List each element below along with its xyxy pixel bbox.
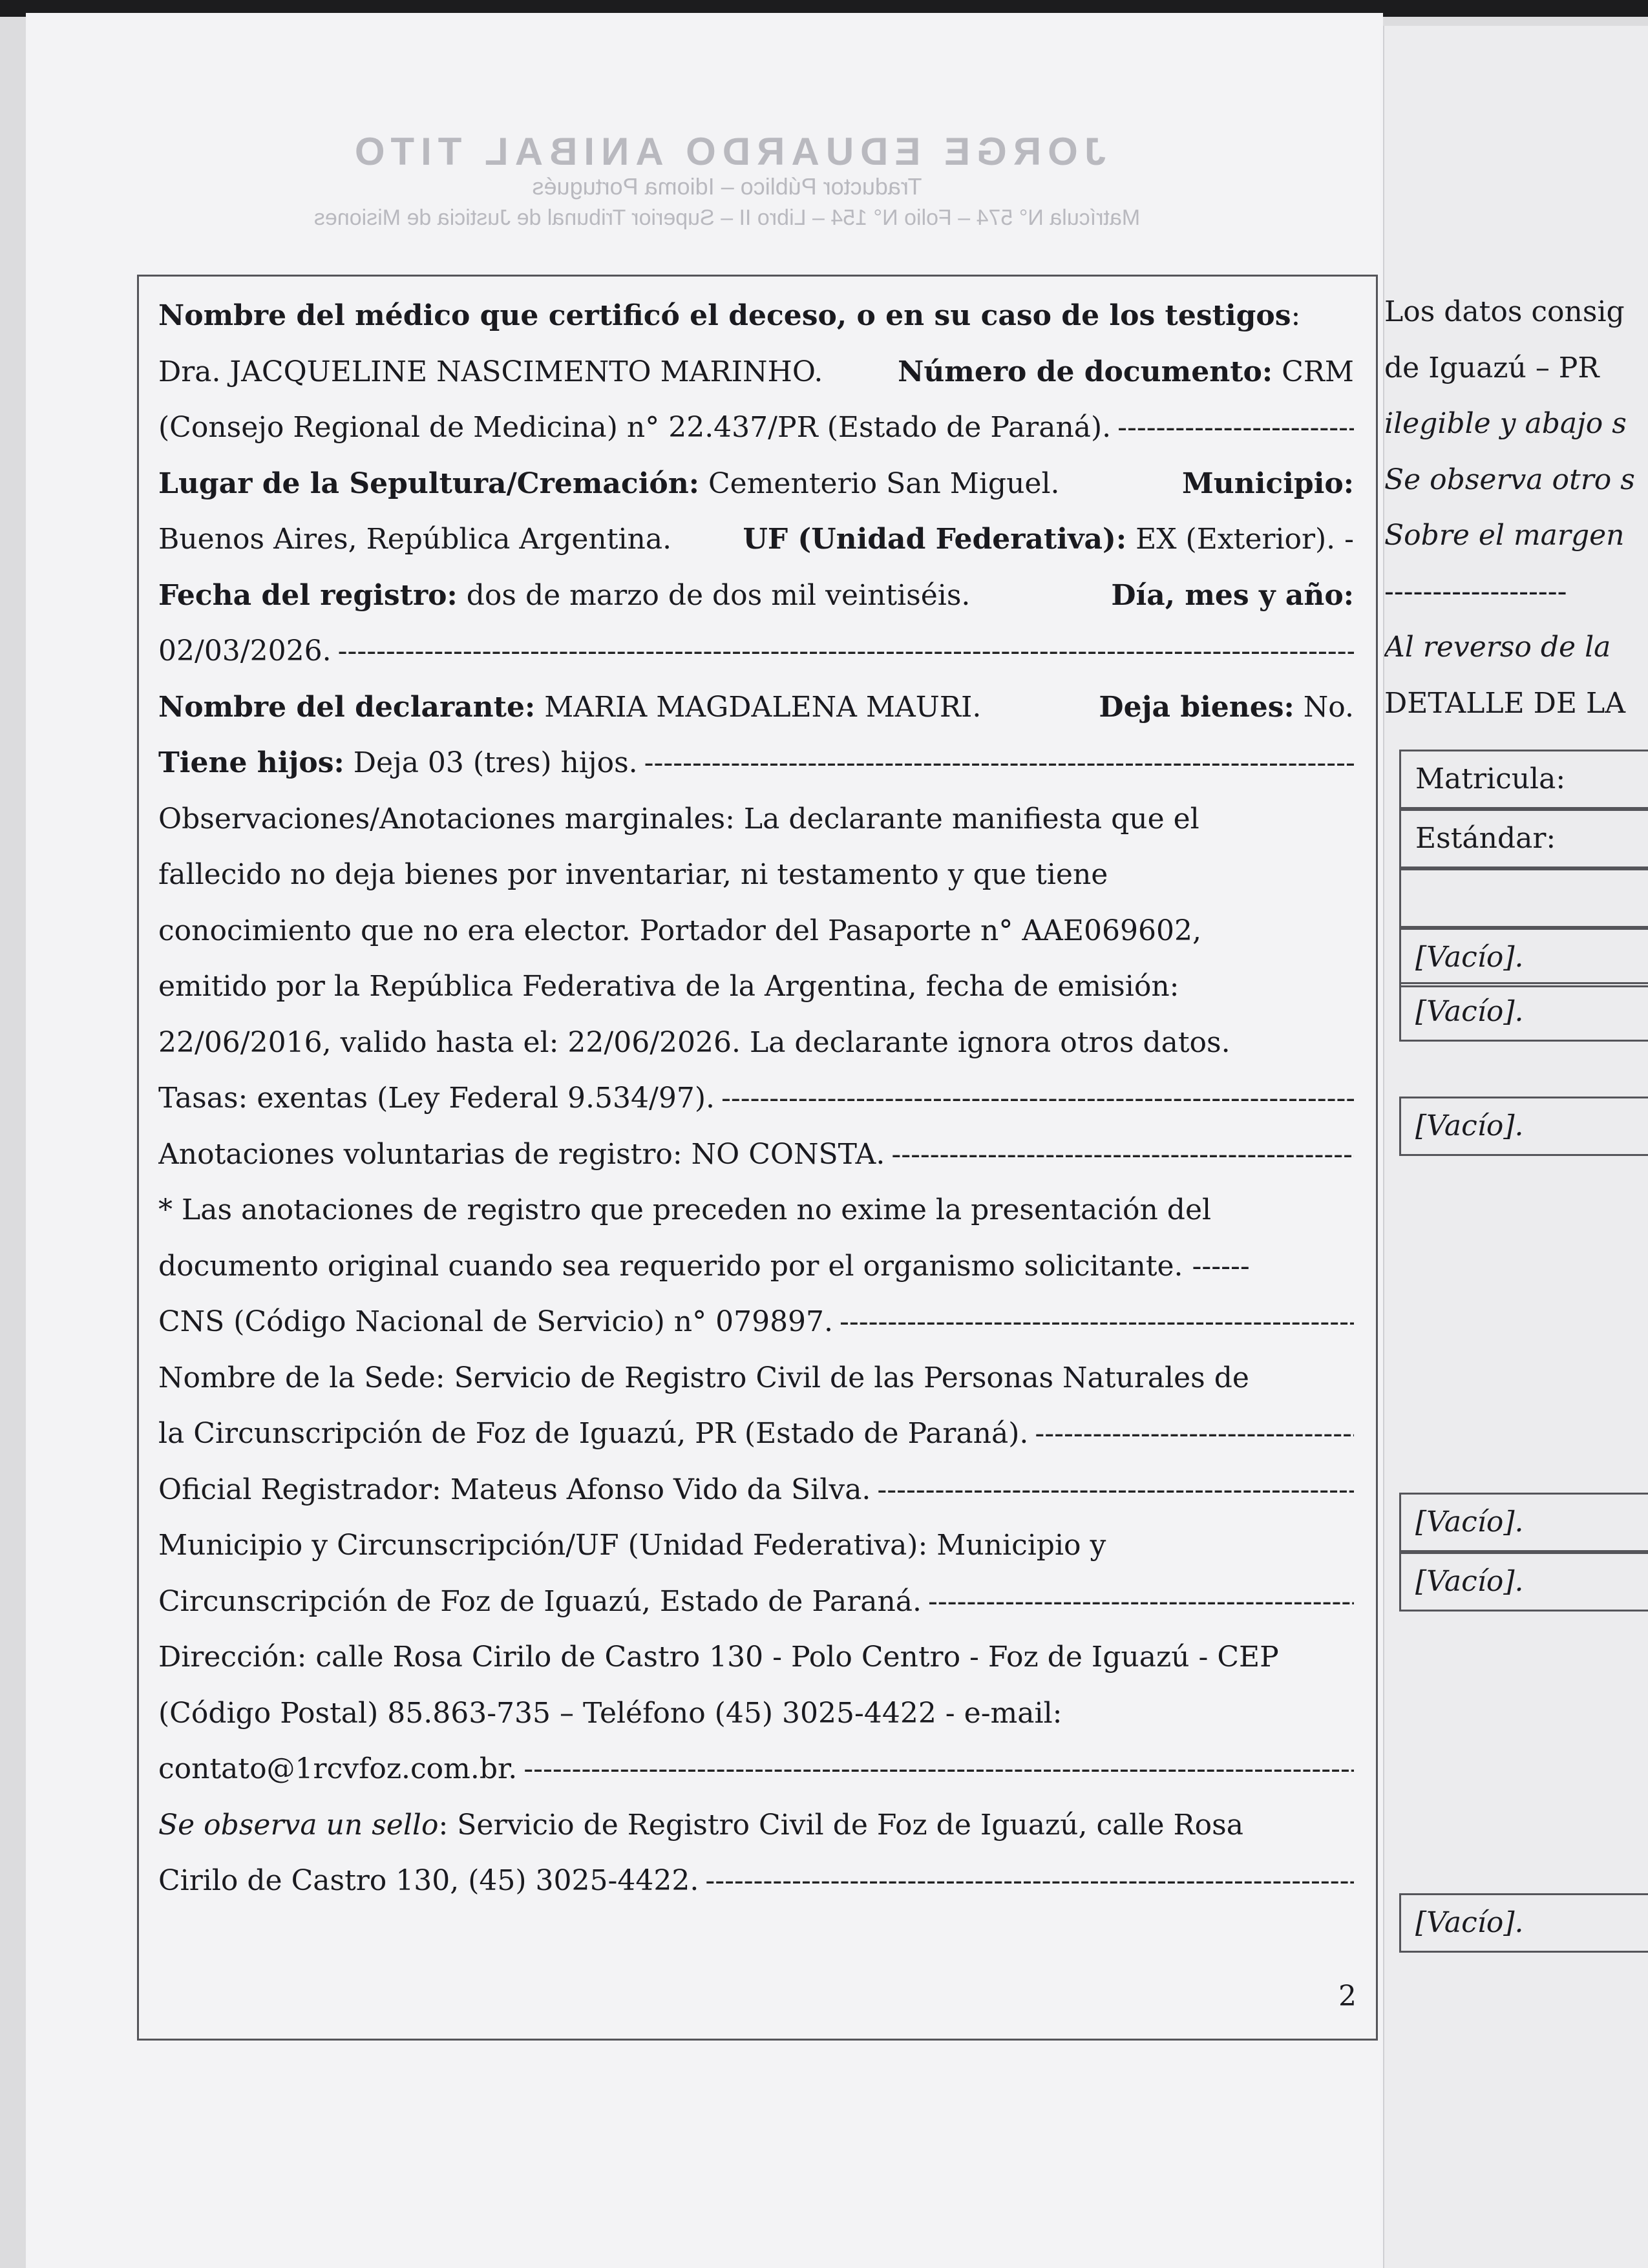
direccion-text: Dirección: calle Rosa Cirilo de Castro 130 - Polo Centro - Foz de Iguazú - CEP xyxy=(158,1641,1279,1674)
line-nota-2 xyxy=(158,1239,1354,1295)
adjacent-line: DETALLE DE LA xyxy=(1384,686,1626,720)
line-medico xyxy=(158,288,1354,344)
line-date-numeric xyxy=(158,624,1354,680)
line-hijos xyxy=(158,735,1354,792)
line-sello-1 xyxy=(158,1798,1354,1854)
adjacent-italic: ilegible y abajo s xyxy=(1384,407,1627,440)
detail-cell xyxy=(1399,982,1648,1042)
label-fecha: Fecha del registro: xyxy=(158,578,458,612)
nota-text: * Las anotaciones de registro que preceden no exime la presentación del xyxy=(158,1193,1212,1226)
value-hijos: Deja 03 (tres) hijos. xyxy=(353,746,638,779)
line-crm xyxy=(158,400,1354,456)
line-sello-2 xyxy=(158,1853,1354,1909)
line-fecha xyxy=(158,568,1354,624)
line-sede-2 xyxy=(158,1406,1354,1462)
line-direccion-2 xyxy=(158,1686,1354,1742)
sello-text: : Servicio de Registro Civil de Foz de Iguazú, calle Rosa xyxy=(438,1808,1243,1842)
value-fecha: dos de marzo de dos mil veintiséis. xyxy=(466,578,971,612)
detail-cell: Matricula: xyxy=(1399,750,1648,809)
label-hijos: Tiene hijos: xyxy=(158,746,344,779)
line-nota-1 xyxy=(158,1182,1354,1239)
vacio-text: [Vacío]. xyxy=(1415,1906,1524,1939)
line-sepultura xyxy=(158,456,1354,512)
cns-text: CNS (Código Nacional de Servicio) n° 079897. xyxy=(158,1305,834,1338)
colon: : xyxy=(1291,299,1301,332)
adjacent-italic: Sobre el margen xyxy=(1384,519,1625,552)
bleed-through-translator-title: Traductor Público – Idioma Portugués xyxy=(532,173,922,200)
adjacent-line xyxy=(1384,508,1648,564)
value-date: 02/03/2026. xyxy=(158,635,332,667)
value-declarante: MARIA MAGDALENA MAURI. xyxy=(544,690,982,724)
circunscripcion-text: Municipio y Circunscripción/UF (Unidad Federativa): Municipio y xyxy=(158,1529,1106,1562)
line-oficial xyxy=(158,1462,1354,1518)
line-email xyxy=(158,1741,1354,1798)
adjacent-line xyxy=(1384,620,1648,676)
line-cns xyxy=(158,1294,1354,1350)
line-tasas xyxy=(158,1071,1354,1127)
observaciones-text: conocimiento que no era elector. Portador del Pasaporte n° AAE069602, xyxy=(158,914,1201,947)
medico-name: Dra. JACQUELINE NASCIMENTO MARINHO. xyxy=(158,355,823,388)
line-observaciones-3 xyxy=(158,903,1354,960)
tasas-text: Tasas: exentas (Ley Federal 9.534/97). xyxy=(158,1082,715,1115)
anotaciones-text: Anotaciones voluntarias de registro: NO CONSTA. xyxy=(158,1137,885,1171)
detail-cell xyxy=(1399,1552,1648,1612)
adjacent-line: de Iguazú – PR xyxy=(1384,351,1600,384)
line-observaciones-5 xyxy=(158,1015,1354,1071)
observaciones-text: Observaciones/Anotaciones marginales: La declarante manifiesta que el xyxy=(158,802,1199,835)
value-municipio: Buenos Aires, República Argentina. xyxy=(158,523,672,556)
adjacent-line: ------------------- xyxy=(1384,574,1567,608)
nota-text: documento original cuando sea requerido por el organismo solicitante. ------ xyxy=(158,1249,1250,1283)
page-number: 2 xyxy=(1338,1980,1357,2013)
vacio-text: [Vacío]. xyxy=(1415,1565,1524,1598)
line-declarante xyxy=(158,680,1354,736)
line-medico-name xyxy=(158,344,1354,401)
line-sede-1 xyxy=(158,1350,1354,1407)
oficial-text: Oficial Registrador: Mateus Afonso Vido da Silva. xyxy=(158,1473,871,1506)
label-declarante: Nombre del declarante: xyxy=(158,690,536,724)
sede-text: la Circunscripción de Foz de Iguazú, PR (Estado de Paraná). xyxy=(158,1417,1029,1450)
adjacent-page-text xyxy=(1384,284,1648,731)
certificate-body xyxy=(158,288,1354,1909)
label-bienes: Deja bienes: xyxy=(1099,690,1294,724)
detail-cell xyxy=(1399,928,1648,987)
crm-text: (Consejo Regional de Medicina) n° 22.437/PR (Estado de Paraná). xyxy=(158,411,1112,444)
adjacent-line: Los datos consig xyxy=(1384,295,1625,328)
observaciones-text: fallecido no deja bienes por inventariar, ni testamento y que tiene xyxy=(158,858,1108,891)
label-dia-mes-ano: Día, mes y año: xyxy=(1111,578,1354,612)
email-text: contato@1rcvfoz.com.br. xyxy=(158,1752,518,1785)
line-observaciones-2 xyxy=(158,847,1354,903)
observaciones-text: emitido por la República Federativa de la Argentina, fecha de emisión: xyxy=(158,970,1179,1003)
sede-text: Nombre de la Sede: Servicio de Registro Civil de las Personas Naturales de xyxy=(158,1361,1249,1394)
vacio-text: [Vacío]. xyxy=(1415,1109,1524,1142)
label-sepultura: Lugar de la Sepultura/Cremación: xyxy=(158,467,699,500)
value-documento: CRM xyxy=(1282,355,1354,388)
vacio-text: [Vacío]. xyxy=(1415,941,1524,974)
value-sepultura: Cementerio San Miguel. xyxy=(708,467,1060,500)
direccion-text: (Código Postal) 85.863-735 – Teléfono (45) 3025-4422 - e-mail: xyxy=(158,1696,1062,1730)
detail-cell xyxy=(1399,1893,1648,1953)
adjacent-line xyxy=(1384,452,1648,509)
sello-text: Cirilo de Castro 130, (45) 3025-4422. xyxy=(158,1864,699,1897)
value-uf: EX (Exterior). - xyxy=(1136,523,1354,556)
line-circunscripcion-2 xyxy=(158,1574,1354,1630)
line-circunscripcion-1 xyxy=(158,1518,1354,1574)
label-municipio: Municipio: xyxy=(1182,467,1354,500)
line-anotaciones xyxy=(158,1127,1354,1183)
adjacent-italic: Al reverso de la xyxy=(1384,631,1611,664)
line-direccion-1 xyxy=(158,1630,1354,1686)
line-observaciones-4 xyxy=(158,959,1354,1015)
line-observaciones-1 xyxy=(158,792,1354,848)
bleed-through-translator-name: JORGE EDUARDO ANIBAL TITO xyxy=(348,130,1106,173)
detail-cell xyxy=(1399,868,1648,928)
vacio-text: [Vacío]. xyxy=(1415,1506,1524,1538)
circunscripcion-text: Circunscripción de Foz de Iguazú, Estado de Paraná. xyxy=(158,1584,922,1618)
detail-cell xyxy=(1399,1097,1648,1156)
bleed-through-translator-reg: Matrícula N° 574 – Folio N° 154 – Libro II – Superior Tribunal de Justicia de Misiones xyxy=(313,205,1141,230)
adjacent-italic: Se observa otro s xyxy=(1384,463,1635,496)
value-bienes: No. xyxy=(1303,690,1354,724)
observaciones-text: 22/06/2016, valido hasta el: 22/06/2026. La declarante ignora otros datos. xyxy=(158,1025,1231,1059)
detail-cell: Estándar: xyxy=(1399,809,1648,868)
detail-cell xyxy=(1399,1493,1648,1552)
vacio-text: [Vacío]. xyxy=(1415,995,1524,1028)
label-documento: Número de documento: xyxy=(898,355,1273,388)
label-sello: Se observa un sello xyxy=(158,1808,439,1842)
adjacent-line xyxy=(1384,396,1648,452)
label-medico: Nombre del médico que certificó el deceso, o en su caso de los testigos xyxy=(158,299,1291,332)
line-municipio xyxy=(158,512,1354,568)
certificate-frame xyxy=(137,275,1378,2041)
label-uf: UF (Unidad Federativa): xyxy=(743,523,1127,556)
